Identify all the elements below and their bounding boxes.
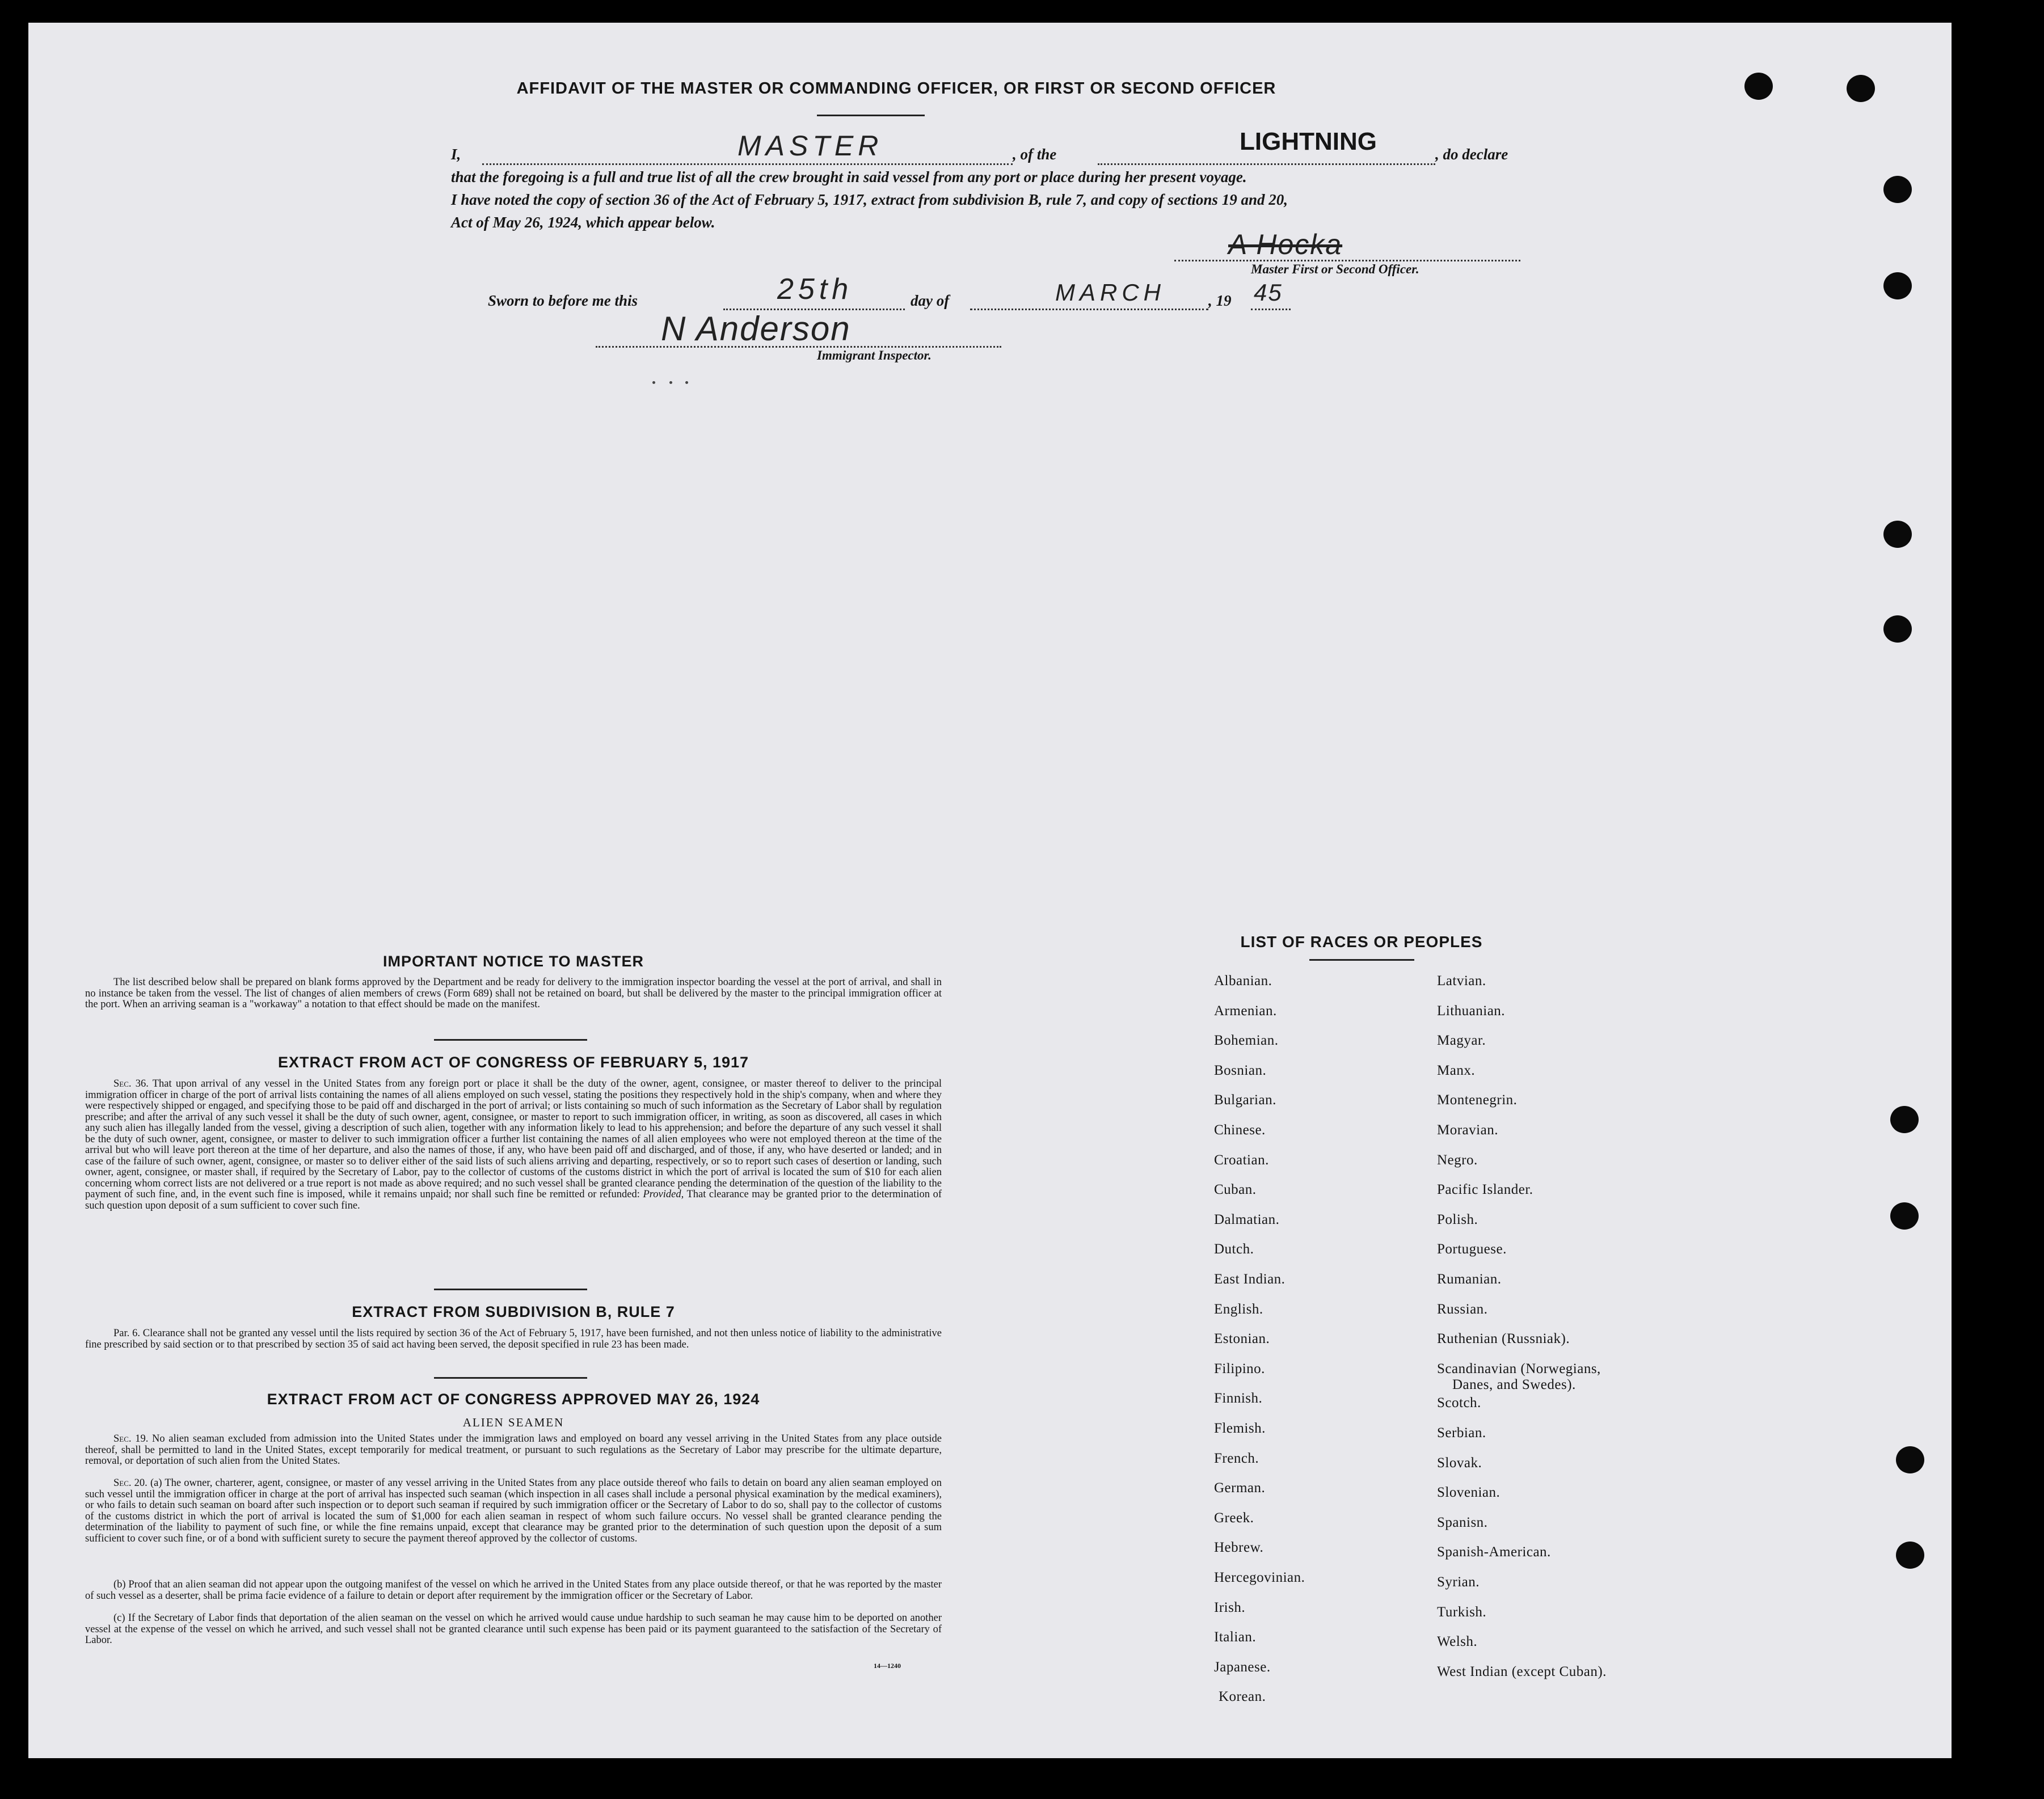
speck: [685, 381, 688, 384]
race-item: Chinese.: [1214, 1122, 1266, 1138]
race-item: Russian.: [1437, 1301, 1488, 1317]
race-item: Italian.: [1214, 1629, 1257, 1645]
race-item: Hercegovinian.: [1214, 1570, 1305, 1585]
race-item: Cuban.: [1214, 1182, 1257, 1198]
races-title: LIST OF RACES OR PEOPLES: [1240, 933, 1483, 951]
race-item: Ruthenian (Russniak).: [1437, 1331, 1570, 1347]
punch-hole: [1883, 521, 1912, 548]
race-item: Slovak.: [1437, 1455, 1482, 1471]
sworn-day: 25th: [777, 273, 853, 306]
punch-hole: [1890, 1106, 1919, 1133]
race-item: West Indian (except Cuban).: [1437, 1663, 1607, 1679]
vessel-name-line: [1098, 163, 1435, 165]
do-declare-label: , do declare: [1435, 146, 1508, 163]
provided-label: Provided,: [643, 1189, 684, 1200]
section-rule: [434, 1039, 587, 1041]
race-item: Pacific Islander.: [1437, 1182, 1533, 1198]
extract-1917-title: [85, 1054, 942, 1071]
punch-hole: [1896, 1542, 1924, 1569]
inspector-caption: Immigrant Inspector.: [817, 348, 932, 362]
race-item: Spanish-American.: [1437, 1544, 1551, 1560]
section-36-end: That clearance may be granted prior to the determination of such question upon deposit of a sum sufficient to cover such fine.: [85, 1189, 942, 1211]
document-page: [28, 23, 1952, 1758]
officer-signature: A Hocka: [1228, 229, 1343, 260]
race-item: Turkish.: [1437, 1604, 1487, 1620]
form-number: 14—1240: [874, 1662, 901, 1670]
race-item: Flemish.: [1214, 1421, 1266, 1436]
vessel-name: LIGHTNING: [1240, 128, 1377, 155]
race-item: Dutch.: [1214, 1241, 1254, 1257]
section-20c-body: (c) If the Secretary of Labor finds that deportation of the alien seaman on the vessel on which he arrived would cause undue hardship to such seaman he may cause him to be deported on another vessel at the expense of the vessel on which he arrived, and such vessel shall not be granted clearance until such expense has been paid or its payment guaranteed to the satisfaction of the Secretary of Labor.: [85, 1612, 942, 1646]
punch-hole: [1744, 73, 1773, 100]
race-item: Croatian.: [1214, 1152, 1269, 1168]
declaration-line-2: that the foregoing is a full and true list of all the crew brought in said vessel from any port or place during her present voyage.: [451, 168, 1247, 185]
race-item: Finnish.: [1214, 1391, 1263, 1407]
declaration-line-3: I have noted the copy of section 36 of the Act of February 5, 1917, extract from subdivision B, rule 7, and copy of sections 19 and 20,: [451, 191, 1288, 208]
title-rule: [817, 115, 925, 116]
punch-hole: [1847, 75, 1875, 102]
punch-hole: [1890, 1202, 1919, 1230]
sworn-month-line: [970, 309, 1208, 310]
race-item: East Indian.: [1214, 1272, 1286, 1287]
race-item: Scandinavian (Norwegians,: [1437, 1361, 1601, 1376]
race-item: Albanian.: [1214, 973, 1272, 989]
declarant-label: I,: [451, 146, 461, 163]
officer-caption: Master First or Second Officer.: [1251, 262, 1419, 276]
race-item: Montenegrin.: [1437, 1092, 1518, 1108]
race-item: Latvian.: [1437, 973, 1486, 989]
notice-title: IMPORTANT NOTICE TO MASTER: [383, 953, 644, 970]
section-20a-body: [85, 1478, 942, 1544]
day-of-label: day of: [911, 292, 950, 309]
rule-7-body: Par. 6. Clearance shall not be granted any vessel until the lists required by section 36 of the Act of February 5, 1917, have been furnished, and not then unless notice of liability to the administrative fine prescribed by said section or to that prescribed by section 35 of said act having been served, the deposit specified in rule 23 has been made.: [85, 1328, 942, 1350]
section-36-label: Sec. 36.: [113, 1078, 149, 1089]
extract-1917-title-text: EXTRACT FROM ACT OF CONGRESS OF FEBRUARY 5, 1917: [277, 1054, 749, 1071]
officer-name-line: [482, 163, 1013, 165]
race-item: Armenian.: [1214, 1003, 1277, 1019]
officer-name-handwritten: MASTER: [737, 130, 883, 162]
year-prefix: , 19: [1208, 292, 1232, 309]
race-item: Bosnian.: [1214, 1062, 1267, 1078]
race-item: English.: [1214, 1301, 1263, 1317]
alien-seamen-subtitle: ALIEN SEAMEN: [462, 1416, 564, 1429]
section-36-text: That upon arrival of any vessel in the United States from any foreign port or place it shall be the duty of the owner, agent, consignee, or master thereof to deliver to the principal immigration officer in charge of the port of arrival lists containing the names of all aliens employed on such vessel, stating the positions they respectively hold in the ship's company, when and where they were respectively shipped or engaged, and specifying those to be paid off and discharged in the port of arrival; or lists containing so much of such information as the Secretary of Labor shall by regulation prescribe; and after the arrival of any such vessel it shall be the duty of such owner, agent, consignee, or master to report to such immigration officer, in writing, as soon as discovered, all cases in which any such alien has illegally landed from the vessel, giving a description of such alien, together with any information likely to lead to his apprehension; and before the departure of any such vessel it shall be the duty of such owner, agent, consignee, or master to deliver to such immigration officer a further list containing the names of all alien employees who were not employed thereon at the time of the arrival but who will leave port thereon at the time of her departure, and also the names of those, if any, who have been paid off and discharged, and of those, if any, who have deserted or landed; and in case of the failure of such owner, agent, consignee, or master so to deliver either of the said lists of such aliens arriving and departing, respectively, or so to report such cases of desertion or landing, such owner, agent, consignee, or master shall, if required by the Secretary of Labor, pay to the collector of customs of the customs district in which the port of arrival is located the sum of $10 for each alien concerning whom correct lists are not delivered or a true report is not made as above required; and no such vessel shall be granted clearance pending the determination of the question of the liability to the payment of such fine, and, in the event such fine is imposed, while it remains unpaid; nor shall such fine be remitted or refunded:: [85, 1078, 942, 1200]
race-item: Dalmatian.: [1214, 1211, 1280, 1227]
race-item: Slovenian.: [1437, 1485, 1501, 1501]
section-rule: [434, 1289, 587, 1290]
race-item: Moravian.: [1437, 1122, 1498, 1138]
section-20b-body: (b) Proof that an alien seaman did not appear upon the outgoing manifest of the vessel on which he arrived in the United States from any place outside thereof, or that he was reported by the master of such vessel as a deserter, shall be prima facie evidence of a failure to detain or deport after requirement by the immigration officer or the Secretary of Labor.: [85, 1579, 942, 1602]
punch-hole: [1896, 1446, 1924, 1473]
race-item: Negro.: [1437, 1152, 1478, 1168]
of-the-label: , of the: [1013, 146, 1057, 163]
section-rule: [434, 1377, 587, 1379]
extract-1917-body: [85, 1079, 942, 1211]
speck: [652, 381, 655, 384]
race-item: German.: [1214, 1480, 1266, 1496]
race-item: Greek.: [1214, 1510, 1254, 1526]
officer-signature-line: [1174, 260, 1520, 261]
section-19-label: Sec. 19.: [113, 1433, 149, 1445]
race-item: Polish.: [1437, 1211, 1478, 1227]
race-item: Syrian.: [1437, 1574, 1480, 1590]
race-item: Danes, and Swedes).: [1452, 1376, 1576, 1392]
race-item: Japanese.: [1214, 1659, 1271, 1675]
race-item: Hebrew.: [1214, 1540, 1264, 1556]
punch-hole: [1883, 615, 1912, 643]
race-item: Lithuanian.: [1437, 1003, 1506, 1019]
rule-7-title: EXTRACT FROM SUBDIVISION B, RULE 7: [352, 1303, 675, 1320]
race-item: Rumanian.: [1437, 1272, 1502, 1287]
races-title-rule: [1309, 959, 1414, 961]
race-item: Irish.: [1214, 1599, 1246, 1615]
section-19-body: [85, 1434, 942, 1467]
race-item: Bulgarian.: [1214, 1092, 1276, 1108]
race-item: Bohemian.: [1214, 1033, 1279, 1049]
race-item: Manx.: [1437, 1062, 1476, 1078]
race-item: Magyar.: [1437, 1033, 1486, 1049]
race-item: French.: [1214, 1450, 1259, 1466]
sworn-label: Sworn to before me this: [488, 292, 638, 309]
declaration-line-4: Act of May 26, 1924, which appear below.: [451, 214, 715, 231]
extract-1924-title: EXTRACT FROM ACT OF CONGRESS APPROVED MAY 26, 1924: [267, 1391, 760, 1408]
race-item: Scotch.: [1437, 1395, 1481, 1411]
section-19-text: No alien seaman excluded from admission into the United States under the immigration laws and employed on board any vessel arriving in the United States from any place outside thereof, shall be permitted to land in the United States, except temporarily for medical treatment, or pursuant to such regulations as the Secretary of Labor may prescribe for the ultimate departure, removal, or deportation of such alien from the United States.: [85, 1433, 942, 1467]
race-item: Filipino.: [1214, 1361, 1265, 1376]
punch-hole: [1883, 176, 1912, 203]
year-line: [1251, 309, 1291, 310]
notice-body: The list described below shall be prepared on blank forms approved by the Department and be ready for delivery to the immigration inspector boarding the vessel at the port of arrival, and shall in no instance be taken from the vessel. The list of changes of alien members of crews (Form 689) shall not be retained on board, but shall be delivered by the master to the principal immigration officer at the port. When an arriving seaman is a "workaway" a notation to that effect should be made on the manifest.: [85, 977, 942, 1010]
race-item: Spanisn.: [1437, 1514, 1488, 1530]
race-item: Korean.: [1219, 1689, 1266, 1705]
section-20-label: Sec. 20.: [113, 1477, 147, 1489]
sworn-year: 45: [1254, 279, 1283, 306]
sworn-month: MARCH: [1055, 279, 1165, 306]
race-item: Estonian.: [1214, 1331, 1270, 1347]
affidavit-title: AFFIDAVIT OF THE MASTER OR COMMANDING OFFICER, OR FIRST OR SECOND OFFICER: [516, 79, 1276, 98]
race-item: Serbian.: [1437, 1425, 1486, 1441]
punch-hole: [1883, 272, 1912, 299]
race-item: Portuguese.: [1437, 1241, 1507, 1257]
race-item: Welsh.: [1437, 1634, 1478, 1650]
section-20a-text: (a) The owner, charterer, agent, consignee, or master of any vessel arriving in the United States from any place outside thereof who fails to detain on board any alien seaman employed on such vessel until the immigration officer in charge at the port of arrival has inspected such seaman (which inspection in all cases shall include a personal physical examination by the medical examiners), or who fails to detain such seaman on board after such inspection or to deport such seaman if required by such immigration officer or the Secretary of Labor to do so, shall pay to the collector of customs of the customs district in which the port of arrival is located the sum of $1,000 for each alien seaman in respect of whom such failure occurs. No vessel shall be granted clearance pending the determination of the liability to payment of such fine, or while the fine remains unpaid, except that clearance may be granted prior to the determination of such question upon the deposit of a sum sufficient to cover such fine, or of a bond with sufficient surety to secure the payment thereof approved by the collector of customs.: [85, 1477, 942, 1544]
speck: [669, 381, 672, 384]
inspector-signature: N Anderson: [661, 310, 851, 348]
